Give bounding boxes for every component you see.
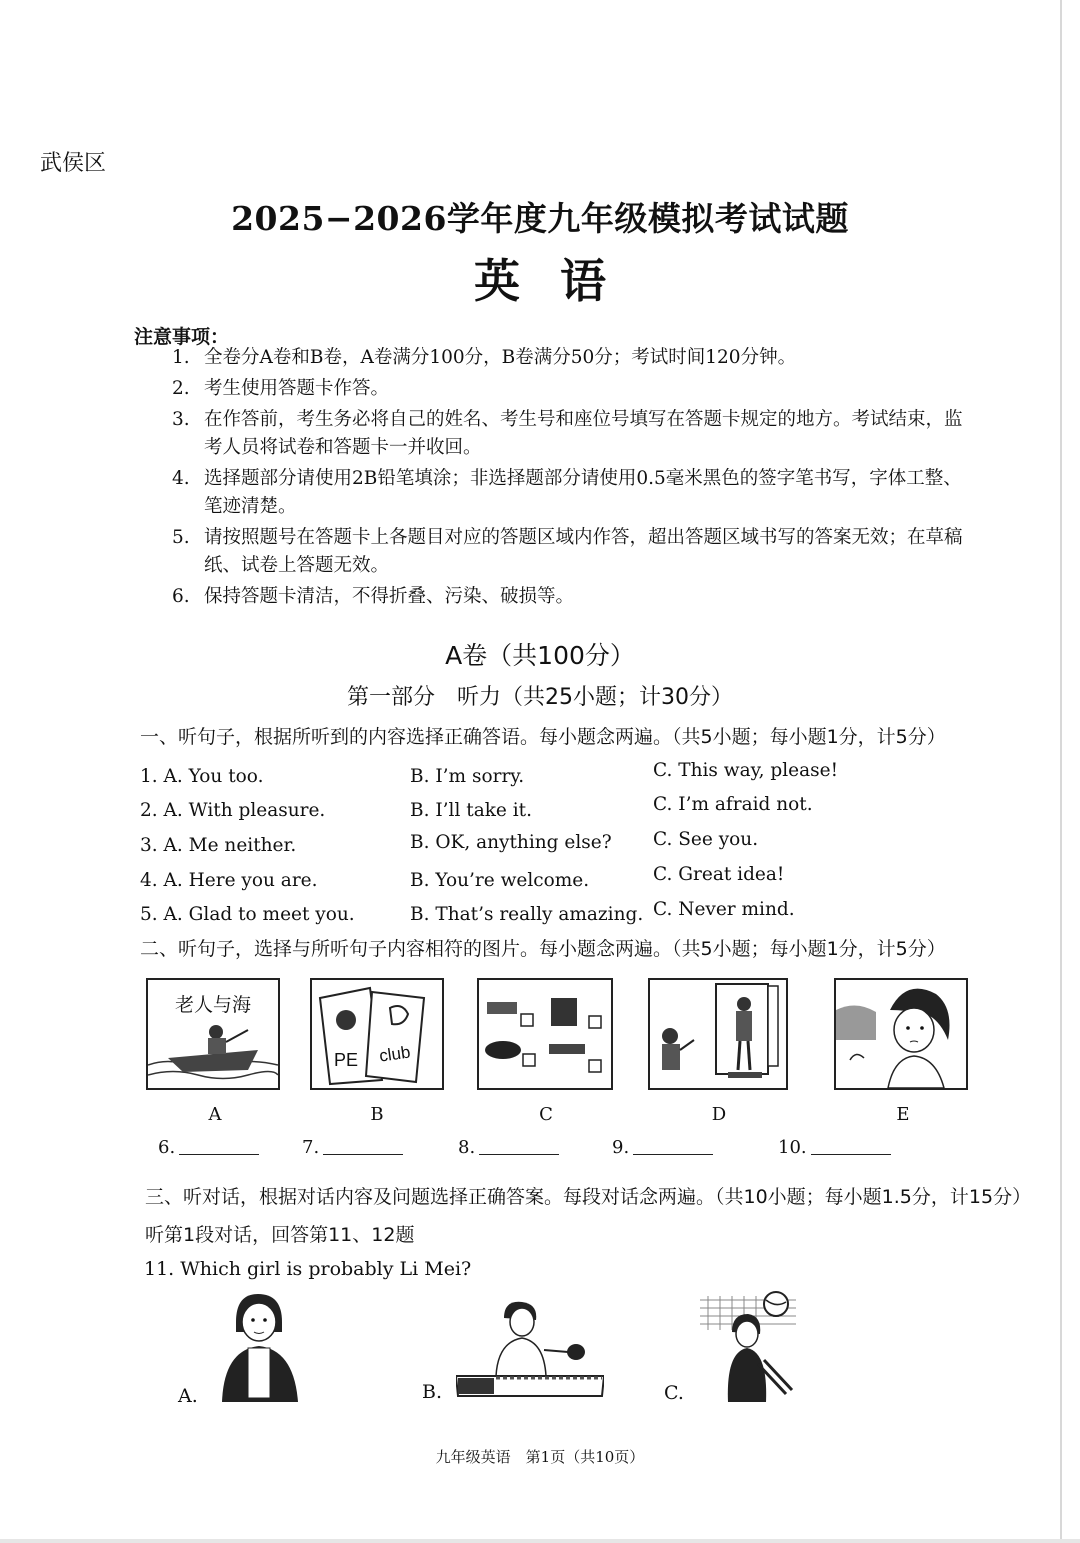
- girl-illustration: [836, 980, 966, 1088]
- notice-list: [172, 344, 972, 614]
- section3-heading: 三、听对话，根据对话内容及问题选择正确答案。每段对话念两遍。（共10小题；每小题1.5分，计15分）: [145, 1186, 1032, 1208]
- notice-number: 1.: [172, 347, 190, 368]
- picture-label-a: A: [208, 1104, 222, 1125]
- blank-line[interactable]: [179, 1154, 259, 1155]
- option-a: 4. A. Here you are.: [140, 870, 318, 891]
- question-11: 11. Which girl is probably Li Mei?: [144, 1258, 472, 1280]
- section2-heading: 二、听句子，选择与所听句子内容相符的图片。每小题念两遍。（共5小题；每小题1分，计5分）: [140, 938, 946, 960]
- notice-text: 考生使用答题卡作答。: [204, 378, 390, 399]
- notice-text: 在作答前，考生务必将自己的姓名、考生号和座位号填写在答题卡规定的地方。考试结束，监考人员将试卷和答题卡一并收回。: [204, 409, 963, 458]
- option-label-b: B.: [422, 1381, 443, 1403]
- option-label-a: A.: [178, 1385, 198, 1407]
- notice-item: [172, 344, 972, 372]
- answer-blank[interactable]: [612, 1137, 713, 1158]
- notice-item: [172, 465, 972, 521]
- blank-line[interactable]: [479, 1154, 559, 1155]
- answer-blank[interactable]: [778, 1137, 891, 1158]
- notice-heading: 注意事项：: [134, 326, 230, 348]
- option-a-girl-with-backpack: [208, 1292, 304, 1404]
- option-label-c: C.: [664, 1382, 684, 1404]
- notice-item: [172, 524, 972, 580]
- question-row: [140, 794, 900, 830]
- exam-title: 2025−2026学年度九年级模拟考试试题: [231, 199, 849, 238]
- notice-text: 保持答题卡清洁，不得折叠、污染、破损等。: [204, 586, 575, 607]
- option-c: C. Great idea!: [653, 864, 785, 885]
- part1-heading: 第一部分 听力（共25小题；计30分）: [347, 685, 733, 710]
- option-c: C. Never mind.: [653, 899, 795, 920]
- book-title-text: 老人与海: [174, 994, 251, 1016]
- blank-number: 10.: [778, 1137, 807, 1158]
- dialogue-instruction: 听第1段对话，回答第11、12题: [145, 1224, 415, 1246]
- blank-number: 6.: [158, 1137, 176, 1158]
- option-c-girl-volleyball: [700, 1290, 796, 1404]
- picture-e-thinking-girl: [834, 978, 968, 1090]
- option-a: 3. A. Me neither.: [140, 835, 297, 856]
- volleyball-illustration: [700, 1290, 796, 1404]
- notice-number: 6.: [172, 586, 190, 607]
- notice-text: 选择题部分请使用2B铅笔填涂；非选择题部分请使用0.5毫米黑色的签字笔书写，字体工整、笔迹清楚。: [204, 468, 962, 517]
- blank-line[interactable]: [633, 1154, 713, 1155]
- couplet-illustration: [650, 980, 786, 1088]
- notice-number: 3.: [172, 409, 190, 430]
- option-b-girl-table-tennis: [456, 1296, 604, 1400]
- option-a: 2. A. With pleasure.: [140, 800, 326, 821]
- club-poster-text: club: [378, 1042, 412, 1066]
- notice-number: 5.: [172, 527, 190, 548]
- answer-blank[interactable]: [302, 1137, 403, 1158]
- option-b: B. I’ll take it.: [410, 800, 532, 821]
- picture-d-hanging-couplets: [648, 978, 788, 1090]
- notice-number: 2.: [172, 378, 190, 399]
- picture-label-b: B: [370, 1104, 384, 1125]
- option-b: B. You’re welcome.: [410, 870, 590, 891]
- blank-number: 8.: [458, 1137, 476, 1158]
- items-illustration: [479, 980, 611, 1088]
- blank-number: 9.: [612, 1137, 630, 1158]
- part-a-heading: A卷（共100分）: [445, 641, 635, 670]
- answer-blank[interactable]: [458, 1137, 559, 1158]
- notice-text: 全卷分A卷和B卷，A卷满分100分，B卷满分50分；考试时间120分钟。: [204, 347, 797, 368]
- notice-item: [172, 583, 972, 611]
- question-row: [140, 829, 900, 865]
- table-tennis-illustration: [456, 1296, 604, 1400]
- question-row: [140, 760, 900, 796]
- subject-title: 英语: [474, 254, 646, 308]
- section1-heading: 一、听句子，根据所听到的内容选择正确答语。每小题念两遍。（共5小题；每小题1分，计5分）: [140, 726, 946, 748]
- pe-poster-text: PE: [334, 1050, 359, 1070]
- picture-a-old-man-and-sea: [146, 978, 280, 1090]
- option-c: C. This way, please!: [653, 760, 839, 781]
- question-row: [140, 899, 900, 934]
- option-c: C. I’m afraid not.: [653, 794, 813, 815]
- blank-line[interactable]: [323, 1154, 403, 1155]
- option-b: B. That’s really amazing.: [410, 904, 644, 925]
- notice-number: 4.: [172, 468, 190, 489]
- page-bottom-edge: [0, 1539, 1080, 1543]
- question-row: [140, 864, 900, 900]
- picture-label-e: E: [896, 1104, 910, 1125]
- answer-blank[interactable]: [158, 1137, 259, 1158]
- option-a: 1. A. You too.: [140, 766, 264, 787]
- notice-text: 请按照题号在答题卡上各题目对应的答题区域内作答，超出答题区域书写的答案无效；在草稿纸、试卷上答题无效。: [204, 527, 963, 576]
- option-b: B. I’m sorry.: [410, 766, 525, 787]
- option-a: 5. A. Glad to meet you.: [140, 904, 355, 925]
- option-c: C. See you.: [653, 829, 759, 850]
- notice-item: [172, 406, 972, 462]
- blank-number: 7.: [302, 1137, 320, 1158]
- poster-illustration: [312, 980, 442, 1088]
- picture-label-c: C: [539, 1104, 553, 1125]
- picture-c-checkbox-items: [477, 978, 613, 1090]
- picture-label-d: D: [711, 1104, 727, 1125]
- district-label: 武侯区: [40, 151, 107, 176]
- girl-backpack-illustration: [208, 1292, 304, 1404]
- option-b: B. OK, anything else?: [410, 832, 612, 853]
- notice-item: [172, 375, 972, 403]
- blank-line[interactable]: [811, 1154, 891, 1155]
- picture-b-club-posters: [310, 978, 444, 1090]
- page-footer: 九年级英语 第1页（共10页）: [435, 1448, 645, 1466]
